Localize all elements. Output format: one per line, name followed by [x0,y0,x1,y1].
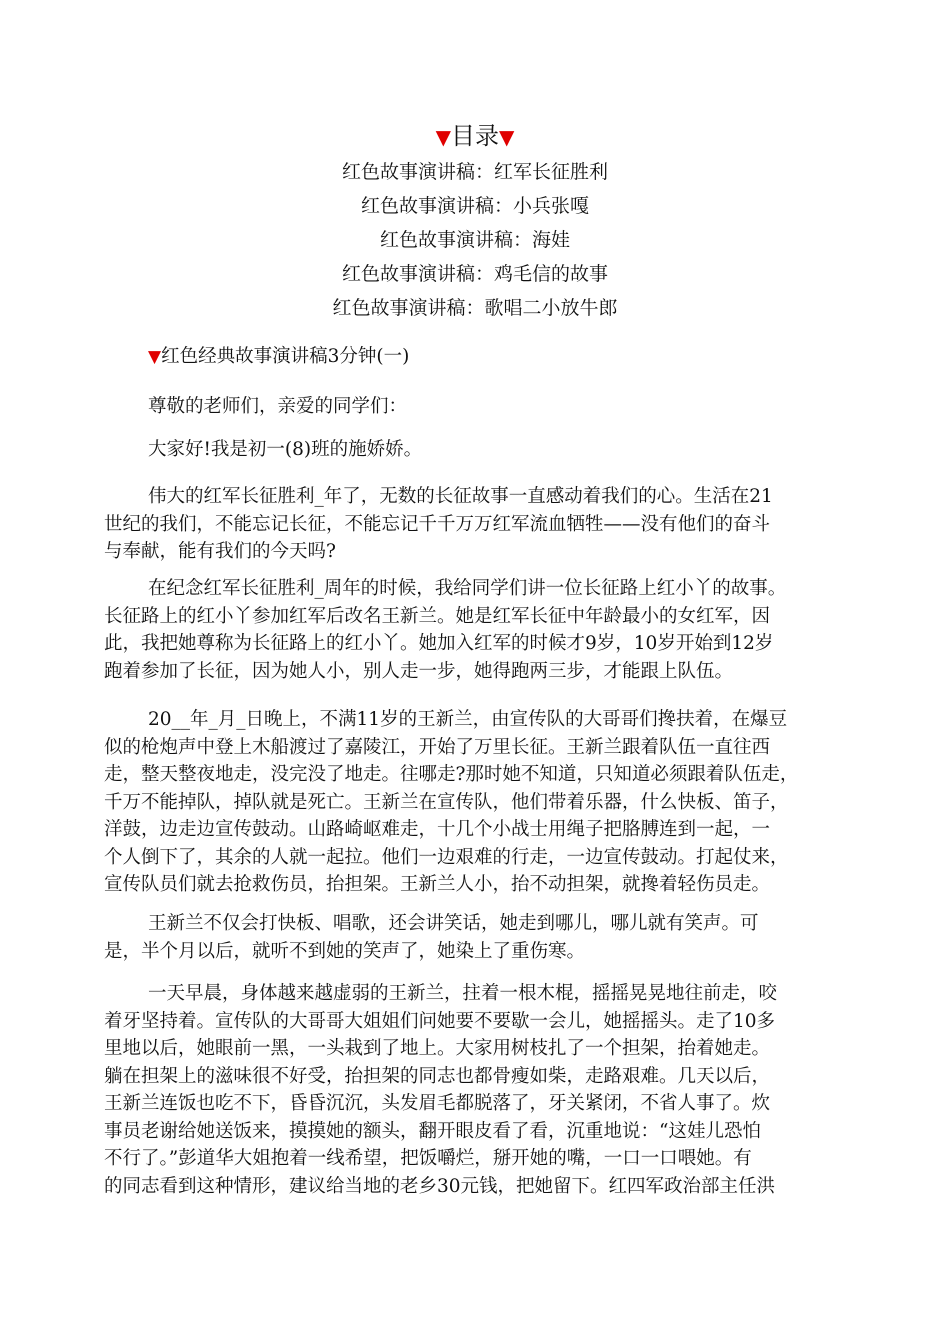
text-line: 王新兰连饭也吃不下，昏昏沉沉，头发眉毛都脱落了，牙关紧闭，不省人事了。炊 [104,1093,771,1114]
text-line: 在纪念红军长征胜利_周年的时候，我给同学们讲一位长征路上红小丫的故事。 [148,578,787,599]
text-line: 似的枪炮声中登上木船渡过了嘉陵江，开始了万里长征。王新兰跟着队伍一直往西 [104,736,771,758]
table-of-contents [0,155,950,325]
toc-item[interactable]: 红色故事演讲稿：红军长征胜利 [341,161,608,183]
text-line: 躺在担架上的滋味很不好受，抬担架的同志也都骨瘦如柴，走路艰难。几天以后， [104,1065,771,1087]
triangle-marker-icon: ▼ [148,347,162,367]
text-line: 走，整天整夜地走，没完没了地走。往哪走?那时她不知道，只知道必须跟着队伍走， [104,764,799,785]
text-line: 个人倒下了，其余的人就一起拉。他们一边艰难的行走，一边宣传鼓动。打起仗来， [104,846,789,868]
toc-item[interactable]: 红色故事演讲稿：小兵张嘎 [360,195,589,217]
text-line: 大家好!我是初一(8)班的施娇娇。 [148,439,423,460]
paragraph [104,706,844,899]
toc-item[interactable]: 红色故事演讲稿：歌唱二小放牛郎 [332,297,618,319]
paragraph [104,980,844,1200]
text-line: 千万不能掉队，掉队就是死亡。王新兰在宣传队，他们带着乐器，什么快板、笛子， [104,791,789,813]
text-line: 世纪的我们，不能忘记长征，不能忘记千千万万红军流血牺牲——没有他们的奋斗 [104,513,771,535]
toc-title-text: 目录 [451,122,499,150]
text-line: 着牙坚持着。宣传队的大哥哥大姐姐们问她要不要歇一会儿，她摇摇头。走了10多 [104,1010,776,1032]
paragraph-salutation [104,393,844,421]
text-line: 20__年_月_日晚上，不满11岁的王新兰，由宣传队的大哥哥们搀扶着，在爆豆 [148,709,788,730]
text-line: 长征路上的红小丫参加红军后改名王新兰。她是红军长征中年龄最小的女红军，因 [104,605,771,627]
text-line: 伟大的红军长征胜利_年了，无数的长征故事一直感动着我们的心。生活在21 [148,486,773,507]
paragraph-greeting [104,436,844,464]
section-heading [148,343,409,371]
section-heading-text: 红色经典故事演讲稿3分钟(一) [161,346,410,367]
paragraph [104,910,844,965]
text-line: 里地以后，她眼前一黑，一头栽到了地上。大家用树枝扎了一个担架，抬着她走。 [104,1038,771,1059]
toc-title [0,120,950,153]
triangle-marker-icon: ▼ [499,125,515,149]
paragraph [104,575,844,685]
text-line: 的同志看到这种情形，建议给当地的老乡30元钱，把她留下。红四军政治部主任洪 [104,1175,776,1197]
toc-item[interactable]: 红色故事演讲稿：鸡毛信的故事 [341,263,608,285]
text-line: 王新兰不仅会打快板、唱歌，还会讲笑话，她走到哪儿，哪儿就有笑声。可 [148,913,759,934]
text-line: 不行了。”彭道华大姐抱着一线希望，把饭嚼烂，掰开她的嘴，一口一口喂她。有 [104,1148,752,1169]
text-line: 是，半个月以后，就听不到她的笑声了，她染上了重伤寒。 [104,940,586,962]
text-line: 此，我把她尊称为长征路上的红小丫。她加入红军的时候才9岁，10岁开始到12岁 [104,633,774,654]
text-line: 一天早晨，身体越来越虚弱的王新兰，拄着一根木棍，摇摇晃晃地往前走，咬 [148,983,778,1004]
text-line: 跑着参加了长征，因为她人小，别人走一步，她得跑两三步，才能跟上队伍。 [104,660,734,682]
toc-item[interactable]: 红色故事演讲稿：海娃 [379,229,570,251]
text-line: 尊敬的老师们，亲爱的同学们： [148,396,408,417]
text-line: 洋鼓，边走边宣传鼓动。山路崎岖难走，十几个小战士用绳子把胳膊连到一起，一 [104,819,771,840]
text-line: 事员老谢给她送饭来，摸摸她的额头，翻开眼皮看了看，沉重地说：“这娃儿恐怕 [104,1120,761,1142]
triangle-marker-icon: ▼ [435,125,451,149]
paragraph [104,483,844,566]
text-line: 与奉献，能有我们的今天吗? [104,541,336,562]
text-line: 宣传队员们就去抢救伤员，抬担架。王新兰人小，抬不动担架，就搀着轻伤员走。 [104,874,771,895]
